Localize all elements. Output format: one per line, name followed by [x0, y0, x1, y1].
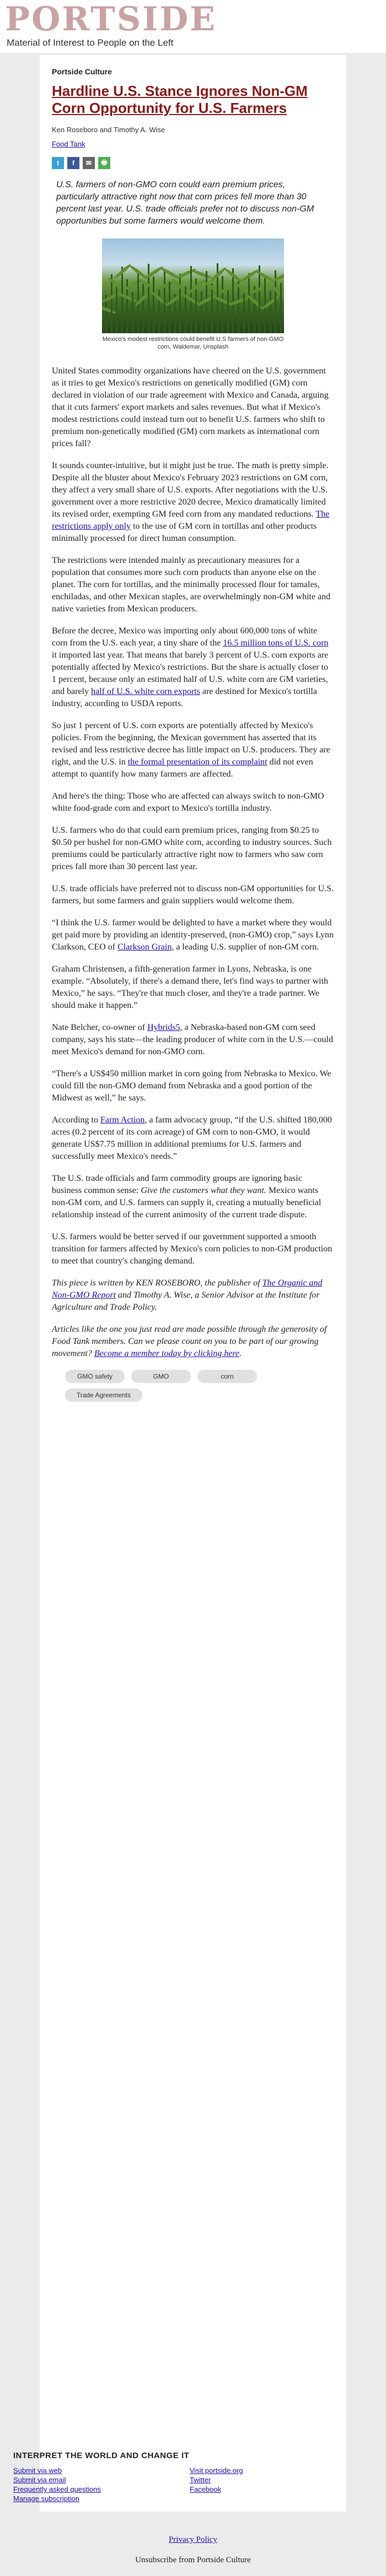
visit-portside-link[interactable]: Visit portside.org — [190, 2466, 243, 2475]
photo-caption: Mexico's modest restrictions could benefit U.S farmers of non-GMO corn, Waldemar, Unsplash — [102, 336, 284, 350]
corn-stalk — [211, 284, 213, 333]
tag-corn[interactable]: corn — [197, 1370, 257, 1383]
tag-trade-agreements[interactable]: Trade Agreements — [65, 1389, 142, 1402]
footer-right-links — [190, 2466, 366, 2503]
hybrids5-link[interactable]: Hybrids5 — [147, 1023, 180, 1032]
submit-web-link[interactable]: Submit via web — [13, 2466, 62, 2475]
corn-leaf — [102, 304, 117, 314]
paragraph: So just 1 percent of U.S. corn exports are potentially affected by Mexico's policies. From the beginning, the Mexican government has asserted that its revised and less restrictive decree has little impact on U.S. producers. They are right, and the U.S. in the formal presentation of its complaint did not even attempt to quantify how many farmers are affected. — [52, 721, 330, 779]
become-member-link[interactable]: Become a member today by clicking here — [94, 1349, 240, 1358]
manage-subscription-link[interactable]: Manage subscription — [13, 2494, 79, 2503]
corn-stalk — [164, 269, 165, 333]
privacy-policy-link[interactable]: Privacy Policy — [169, 2535, 217, 2544]
email-share-icon[interactable]: ✉ — [83, 157, 95, 169]
paragraph: Nate Belcher, co-owner of Hybrids5, a Nebraska-based non-GM corn seed company, says his state—the leading producer of white corn in the U.S.—could meet Mexico's demand for non-GMO corn. — [52, 1023, 333, 1056]
corn-stalk — [142, 284, 144, 333]
corn-stalk — [222, 276, 223, 333]
article-card — [40, 55, 346, 2512]
paragraph: It sounds counter-intuitive, but it might just be true. The math is pretty simple. Despite all the bluster about Mexico's February 2023 restrictions on GM corn, they affect a very small share of U.S. exports. After negotiations with the U.S. government over a more restrictive 2020 decree, Mexico dramatically limited its revised order, exempting GM feed corn from any mandated reductions. The restrictions apply only to the use of GM corn in tortillas and other products minimally processed for direct human consumption. — [52, 461, 330, 543]
corn-stalk — [132, 292, 133, 333]
corn-leaf — [175, 268, 197, 280]
paragraph: And here's the thing: Those who are affected can always switch to non-GMO white food-grade corn and export to Mexico's tortilla industry. — [52, 791, 324, 813]
cornfield-photo — [102, 238, 284, 333]
corn-stalk — [121, 267, 123, 333]
article-headline[interactable]: Hardline U.S. Stance Ignores Non-GM Corn Opportunity for U.S. Farmers — [52, 83, 308, 116]
share-buttons — [52, 157, 334, 169]
corn-stalk — [280, 283, 282, 333]
faq-link[interactable]: Frequently asked questions — [13, 2485, 101, 2493]
corn-stalk — [227, 289, 229, 333]
corn-stalk — [270, 291, 271, 333]
white-corn-exports-link[interactable]: half of U.S. white corn exports — [91, 687, 200, 696]
corn-leaf — [191, 269, 212, 280]
twitter-link[interactable]: Twitter — [190, 2476, 211, 2484]
paragraph: The U.S. trade officials and farm commodity groups are ignoring basic business common sense: Give the customers what they want. Mexico wants non-GM corn, and U.S. farmers can supply it, creating a mutually beneficial relationship instead of the current animosity of the current trade dispute. — [52, 1174, 321, 1219]
paragraph: U.S. farmers who do that could earn premium prices, ranging from $0.25 to $0.50 per bushel for non-GMO white corn, according to industry sources. Such premiums could be particularly attractive right now to farmers who saw corn prices fall more than 30 percent last year. — [52, 826, 332, 871]
corn-leaf — [271, 271, 284, 284]
footer-left-links — [13, 2466, 190, 2503]
corn-stalk — [185, 286, 186, 333]
article-deck: U.S. farmers of non-GMO corn could earn premium prices, particularly attractive right now that corn prices fell more than 30 percent last year. U.S. trade officials prefer not to discuss non-GM opportunities but some farmers would welcome them. — [56, 180, 314, 226]
corn-stalk — [169, 281, 170, 333]
paragraph: “I think the U.S. farmer would be delighted to have a market where they would get paid more by providing an identity-preserved, (non-GMO) crop,” says Lynn Clarkson, CEO of Clarkson Grain, a leading U.S. supplier of non-GM corn. — [52, 918, 334, 952]
facebook-share-icon[interactable]: f — [67, 157, 79, 169]
print-share-icon[interactable]: 🖶 — [98, 157, 110, 169]
bottom-links — [0, 2523, 386, 2576]
paragraph: According to Farm Action, a farm advocacy group, “if the U.S. shifted 180,000 acres (0.2 percent of its corn acreage) of GM corn to non-GMO, it would generate US$7.75 million in additional premiums for U.S. farmers and successfully meet Mexico's needs.” — [52, 1115, 332, 1161]
footer-title: INTERPRET THE WORLD AND CHANGE IT — [13, 2451, 190, 2460]
footer — [13, 2451, 373, 2517]
source-link[interactable]: Food Tank — [52, 140, 85, 148]
paragraph: Graham Christensen, a fifth-generation farmer in Lyons, Nebraska, is one example. “Absolutely, if there's a demand there, let's find ways to partner with Mexico,” he says. “They're that much closer, and they're a trade partner. We should make it happen.” — [52, 964, 329, 1010]
paragraph: United States commodity organizations have cheered on the U.S. government as it tries to get Mexico's restrictions on genetically modified (GM) corn declared in violation of our trade agreement with Mexico and Canada, arguing that it cuts farmers' export markets and sales revenues. But what if Mexico's modest restrictions could instead turn out to benefit U.S. farmers who shift to premium non-genetically modified (GM) corn markets as international corn prices fall? — [52, 366, 329, 448]
submit-email-link[interactable]: Submit via email — [13, 2476, 66, 2484]
article-figure — [102, 238, 284, 351]
corn-imports-link[interactable]: 16.5 million tons of U.S. corn — [223, 638, 329, 648]
complaint-link[interactable]: the formal presentation of its complaint — [127, 757, 267, 767]
farm-action-link[interactable]: Farm Action — [100, 1115, 145, 1125]
paragraph: U.S. trade officials have preferred not to discuss non-GM opportunities for U.S. farmers, but some farmers and grain suppliers would welcome them. — [52, 884, 334, 905]
corn-stalk — [248, 273, 250, 333]
unsubscribe-link[interactable]: Unsubscribe from Portside Culture — [135, 2556, 251, 2564]
organic-report-link[interactable]: The Organic and Non-GMO Report — [52, 1278, 323, 1300]
article-byline: Ken Roseboro and Timothy A. Wise — [52, 126, 165, 134]
tag-gmo-safety[interactable]: GMO safety — [65, 1370, 125, 1383]
article-body — [52, 365, 334, 1360]
corn-stalk — [238, 281, 239, 333]
paragraph: U.S. farmers would be better served if our government supported a smooth transition for farmers affected by Mexico's corn policies to non-GM production to meet that country's changing demand. — [52, 1232, 333, 1266]
masthead-tagline: Material of Interest to People on the Left — [7, 37, 174, 48]
restrictions-link[interactable]: The restrictions apply only — [52, 509, 330, 531]
paragraph: “There's a US$450 million market in corn going from Nebraska to Mexico. We could fill the non-GMO demand from Nebraska and a good portion of the Midwest as well,” he says. — [52, 1069, 331, 1103]
corn-stalk — [153, 276, 154, 333]
portside-logo[interactable]: PORTSIDE — [5, 0, 217, 39]
twitter-share-icon[interactable]: t — [52, 157, 64, 169]
corn-stalk — [201, 291, 202, 333]
membership-appeal: Articles like the one you just read are made possible through the generosity of Food Tank members. Can we please count on you to be part of our growing movement? Become a member today by clicking here. — [52, 1325, 327, 1358]
clarkson-grain-link[interactable]: Clarkson Grain — [117, 942, 172, 952]
section-label: Portside Culture — [52, 67, 112, 76]
corn-stalk — [179, 274, 181, 333]
paragraph: The restrictions were intended mainly as precautionary measures for a population that consumes more such corn products than anyone else on the planet. The corn for tortillas, and the minimally processed flour for tamales, enchiladas, and other Mexican staples, are overwhelmingly non-GM white and native varieties from Mexican producers. — [52, 556, 331, 614]
tag-gmo[interactable]: GMO — [131, 1370, 191, 1383]
corn-stalk — [243, 294, 245, 333]
facebook-link[interactable]: Facebook — [190, 2485, 222, 2493]
paragraph: Before the decree, Mexico was importing only about 600,000 tons of white corn from the U.S. each year, a tiny share of the 16.5 million tons of U.S. corn it imported last year. That means that barely 3 percent of U.S. corn exports are potentially affected by Mexico's restrictions. But the share is actually closer to 1 percent, because only an estimated half of U.S. white corn are GM varieties, and barely half of U.S. white corn exports are destined for Mexico's tortilla industry, according to USDA reports. — [52, 626, 329, 708]
tag-list — [65, 1370, 319, 1402]
masthead — [0, 0, 386, 53]
author-note: This piece is written by KEN ROSEBORO, the publisher of The Organic and Non-GMO Report and Timothy A. Wise, a Senior Advisor at the Institute for Agriculture and Trade Policy. — [52, 1278, 323, 1312]
